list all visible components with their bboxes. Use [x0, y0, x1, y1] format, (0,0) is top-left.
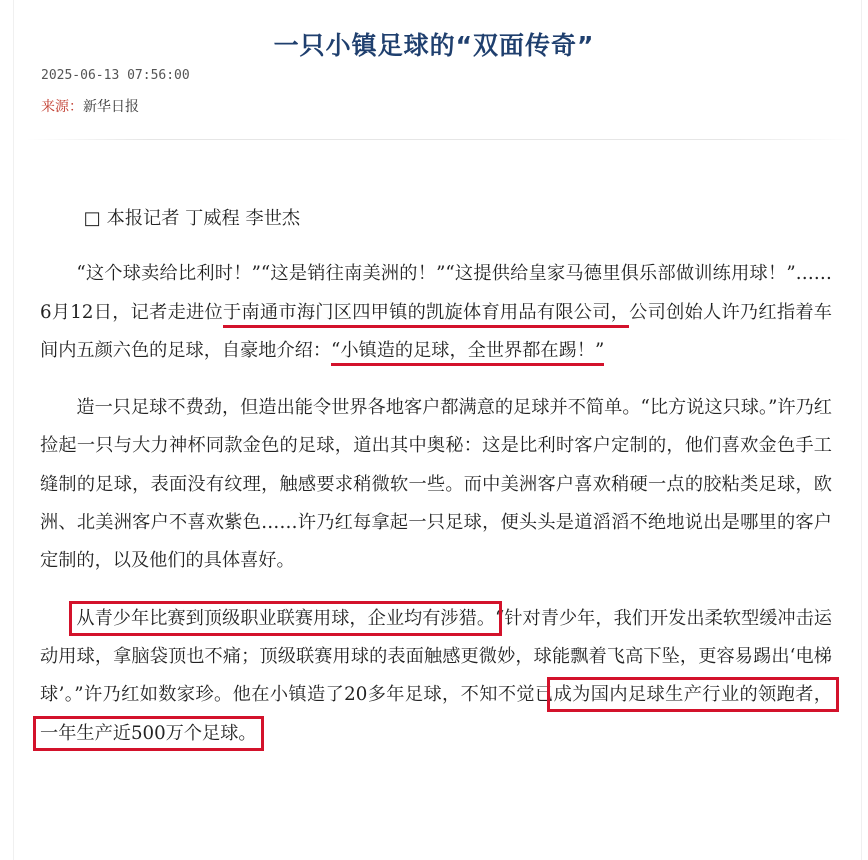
- source-name: 新华日报: [83, 99, 139, 115]
- page-border-left: [13, 0, 14, 860]
- paragraph-3: [40, 600, 832, 753]
- article-source: [41, 96, 139, 116]
- page-border-right: [861, 0, 862, 860]
- highlight-box-leader: 成为国内足球生产行业的领跑者，一年生产近500万个足球。: [40, 684, 832, 744]
- paragraph-1: [40, 255, 832, 370]
- byline: □ 本报记者 丁威程 李世杰: [83, 208, 301, 229]
- highlight-underline-quote: “小镇造的足球，全世界都在踢！”: [331, 340, 604, 366]
- paragraph-3-text-a: “针对青少年，我们开发出柔软型缓冲击运动用球，拿脑袋顶也不痛；顶级联赛用球的表面触感更微妙，球能飘着飞高下坠，更容易踢出‘电梯球’。”许乃红如数家珍。他在小镇造了20多年足球，不知不觉已: [40, 607, 832, 706]
- source-label: 来源：: [41, 99, 83, 115]
- article-body: [40, 200, 832, 772]
- publish-datetime: 2025-06-13 07:56:00: [41, 68, 190, 83]
- paragraph-2: 造一只足球不费劲，但造出能令世界各地客户都满意的足球并不简单。“比方说这只球。”许乃红捡起一只与大力神杯同款金色的足球，道出其中奥秘：这是比利时客户定制的，他们喜欢金色手工缝制的足球，表面没有纹理，触感要求稍微软一些。而中美洲客户喜欢稍硬一点的胶粘类足球，欧洲、北美洲客户不喜欢紫色……许乃红每拿起一只足球，便头头是道滔滔不绝地说出是哪里的客户定制的，以及他们的具体喜好。: [40, 397, 832, 572]
- highlight-underline-company: 于南通市海门区四甲镇的凯旋体育用品有限公司，: [223, 302, 629, 328]
- paragraph-1-text-b: 公司创始人许乃红指着车间内五颜六色的足球，自豪地介绍：: [40, 301, 832, 361]
- header-divider: [26, 139, 852, 140]
- paragraph-1-text-a: “这个球卖给比利时！”“这是销往南美洲的！”“这提供给皇家马德里俱乐部做训练用球！”……6月12日，记者走进位: [40, 263, 832, 323]
- highlight-box-coverage: 从青少年比赛到顶级职业联赛用球，企业均有涉猎。: [76, 607, 496, 629]
- article-title: 一只小镇足球的“双面传奇”: [273, 31, 595, 60]
